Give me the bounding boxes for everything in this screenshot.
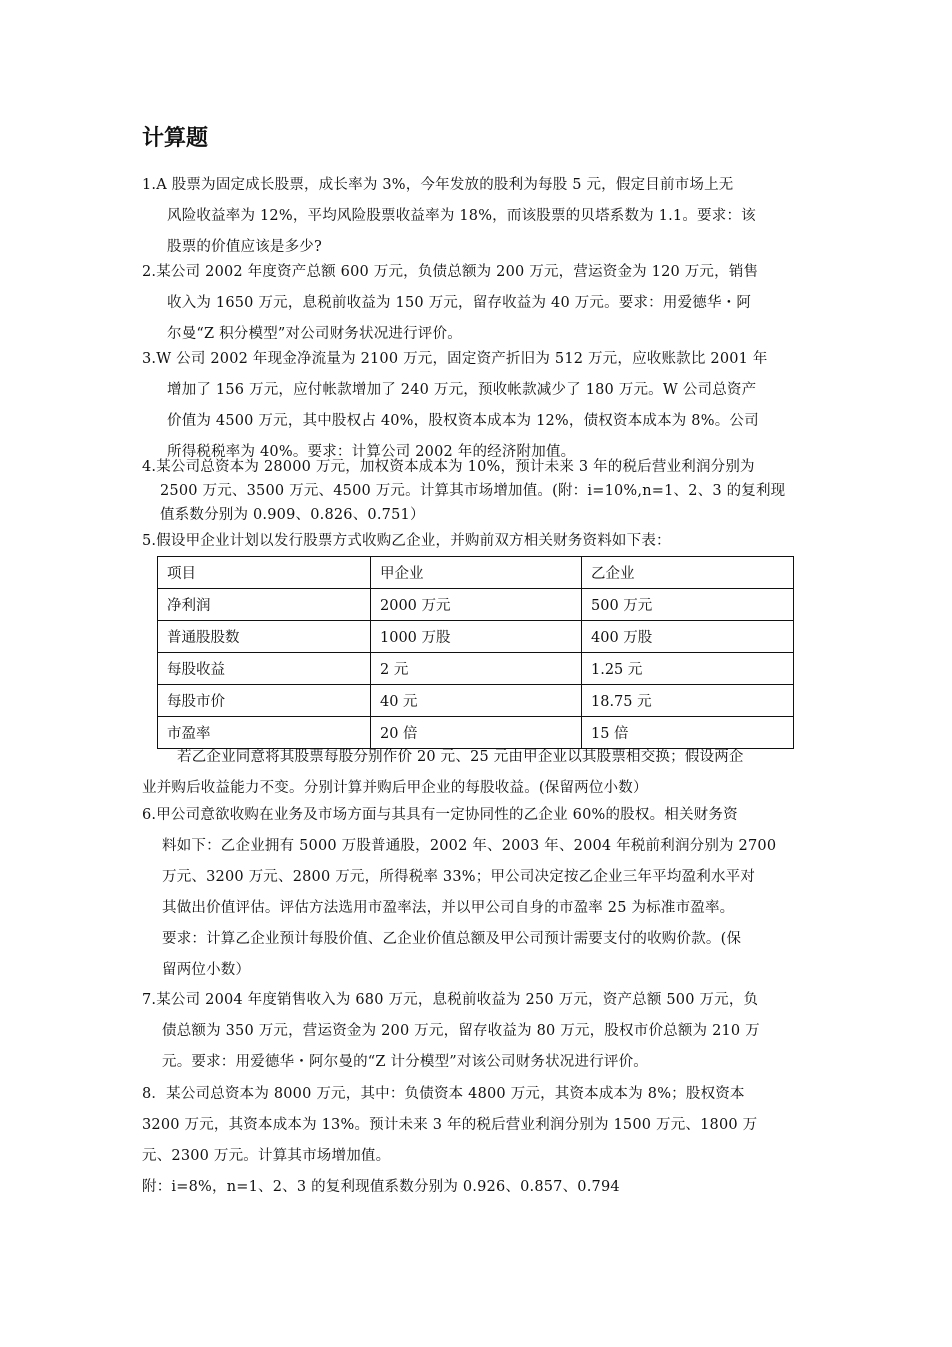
table-cell: 市盈率: [158, 717, 371, 749]
question-2-line: 收入为 1650 万元，息税前收益为 150 万元，留存收益为 40 万元。要求：用爱德华・阿: [167, 295, 752, 311]
table-cell: 每股收益: [158, 653, 371, 685]
table-row: [158, 653, 794, 685]
question-3-line: 所得税税率为 40%。要求：计算公司 2002 年的经济附加值。: [167, 444, 576, 460]
question-1-line: 1.A 股票为固定成长股票，成长率为 3%，今年发放的股利为每股 5 元，假定目前市场上无: [142, 177, 734, 193]
table-cell: 500 万元: [582, 589, 794, 621]
question-7: [142, 985, 818, 1078]
question-8: [142, 1079, 818, 1203]
table-cell: 18.75 元: [582, 685, 794, 717]
question-6-line: 万元、3200 万元、2800 万元，所得税率 33%；甲公司决定按乙企业三年平均盈利水平对: [162, 869, 756, 885]
question-5-followup: [142, 742, 818, 804]
question-7-line: 元。要求：用爱德华・阿尔曼的“Z 计分模型”对该公司财务状况进行评价。: [162, 1054, 649, 1070]
question-2: [142, 257, 818, 350]
table-header-cell: 项目: [158, 557, 371, 589]
question-2-line: 尔曼“Z 积分模型”对公司财务状况进行评价。: [167, 326, 462, 342]
table-row: [158, 621, 794, 653]
question-8-line: 元、2300 万元。计算其市场增加值。: [142, 1148, 391, 1164]
question-5-followup-line: 若乙企业同意将其股票每股分别作价 20 元、25 元由甲企业以其股票相交换；假设两企: [177, 749, 744, 765]
question-6: [142, 800, 818, 986]
table-row: [158, 589, 794, 621]
table-cell: 400 万股: [582, 621, 794, 653]
question-7-line: 债总额为 350 万元，营运资金为 200 万元，留存收益为 80 万元，股权市价总额为 210 万: [162, 1023, 760, 1039]
page-title: 计算题: [142, 126, 209, 151]
table-cell: 普通股股数: [158, 621, 371, 653]
table-row: [158, 685, 794, 717]
table-cell: 2 元: [371, 653, 582, 685]
table-cell: 2000 万元: [371, 589, 582, 621]
table-cell: 40 元: [371, 685, 582, 717]
table-cell: 20 倍: [371, 717, 582, 749]
question-3: [142, 344, 818, 468]
question-1: [142, 170, 818, 263]
table-cell: 1.25 元: [582, 653, 794, 685]
question-8-line: 3200 万元，其资本成本为 13%。预计未来 3 年的税后营业利润分别为 1500 万元、1800 万: [142, 1117, 758, 1133]
question-6-line: 6.甲公司意欲收购在业务及市场方面与其具有一定协同性的乙企业 60%的股权。相关财务资: [142, 807, 738, 823]
question-3-line: 价值为 4500 万元，其中股权占 40%，股权资本成本为 12%，债权资本成本为 8%。公司: [167, 413, 759, 429]
question-1-line: 股票的价值应该是多少?: [167, 239, 322, 255]
question-4-line: 2500 万元、3500 万元、4500 万元。计算其市场增加值。(附：i=10%,n=1、2、3 的复利现: [160, 483, 786, 499]
question-4: [142, 455, 818, 527]
question-8-appendix: 附：i=8%，n=1、2、3 的复利现值系数分别为 0.926、0.857、0.794: [142, 1179, 620, 1195]
question-5-intro: 5.假设甲企业计划以发行股票方式收购乙企业，并购前双方相关财务资料如下表：: [142, 533, 671, 549]
question-7-line: 7.某公司 2004 年度销售收入为 680 万元，息税前收益为 250 万元，资产总额 500 万元，负: [142, 992, 759, 1008]
question-6-line: 留两位小数）: [162, 962, 251, 978]
financial-data-table: [157, 556, 794, 749]
table-cell: 15 倍: [582, 717, 794, 749]
table-header-cell: 乙企业: [582, 557, 794, 589]
table-header-row: [158, 557, 794, 589]
question-6-line: 要求：计算乙企业预计每股价值、乙企业价值总额及甲公司预计需要支付的收购价款。(保: [162, 931, 742, 947]
table-cell: 净利润: [158, 589, 371, 621]
table-header-cell: 甲企业: [371, 557, 582, 589]
question-5-followup-line: 业并购后收益能力不变。分别计算并购后甲企业的每股收益。(保留两位小数）: [142, 780, 648, 796]
question-6-line: 料如下：乙企业拥有 5000 万股普通股，2002 年、2003 年、2004 年税前利润分别为 2700: [162, 838, 777, 854]
question-2-line: 2.某公司 2002 年度资产总额 600 万元，负债总额为 200 万元，营运资金为 120 万元，销售: [142, 264, 759, 280]
question-4-line: 4.某公司总资本为 28000 万元，加权资本成本为 10%，预计未来 3 年的税后营业利润分别为: [142, 459, 755, 475]
table-cell: 1000 万股: [371, 621, 582, 653]
question-5: [142, 529, 818, 553]
question-1-line: 风险收益率为 12%，平均风险股票收益率为 18%，而该股票的贝塔系数为 1.1。要求：该: [167, 208, 756, 224]
question-3-line: 增加了 156 万元，应付帐款增加了 240 万元，预收帐款减少了 180 万元。W 公司总资产: [167, 382, 757, 398]
question-3-line: 3.W 公司 2002 年现金净流量为 2100 万元，固定资产折旧为 512 万元，应收账款比 2001 年: [142, 351, 768, 367]
question-8-line: 8．某公司总资本为 8000 万元，其中：负债资本 4800 万元，其资本成本为 8%；股权资本: [142, 1086, 745, 1102]
question-4-line: 值系数分别为 0.909、0.826、0.751）: [160, 507, 425, 523]
table-cell: 每股市价: [158, 685, 371, 717]
question-6-line: 其做出价值评估。评估方法选用市盈率法，并以甲公司自身的市盈率 25 为标准市盈率。: [162, 900, 735, 916]
